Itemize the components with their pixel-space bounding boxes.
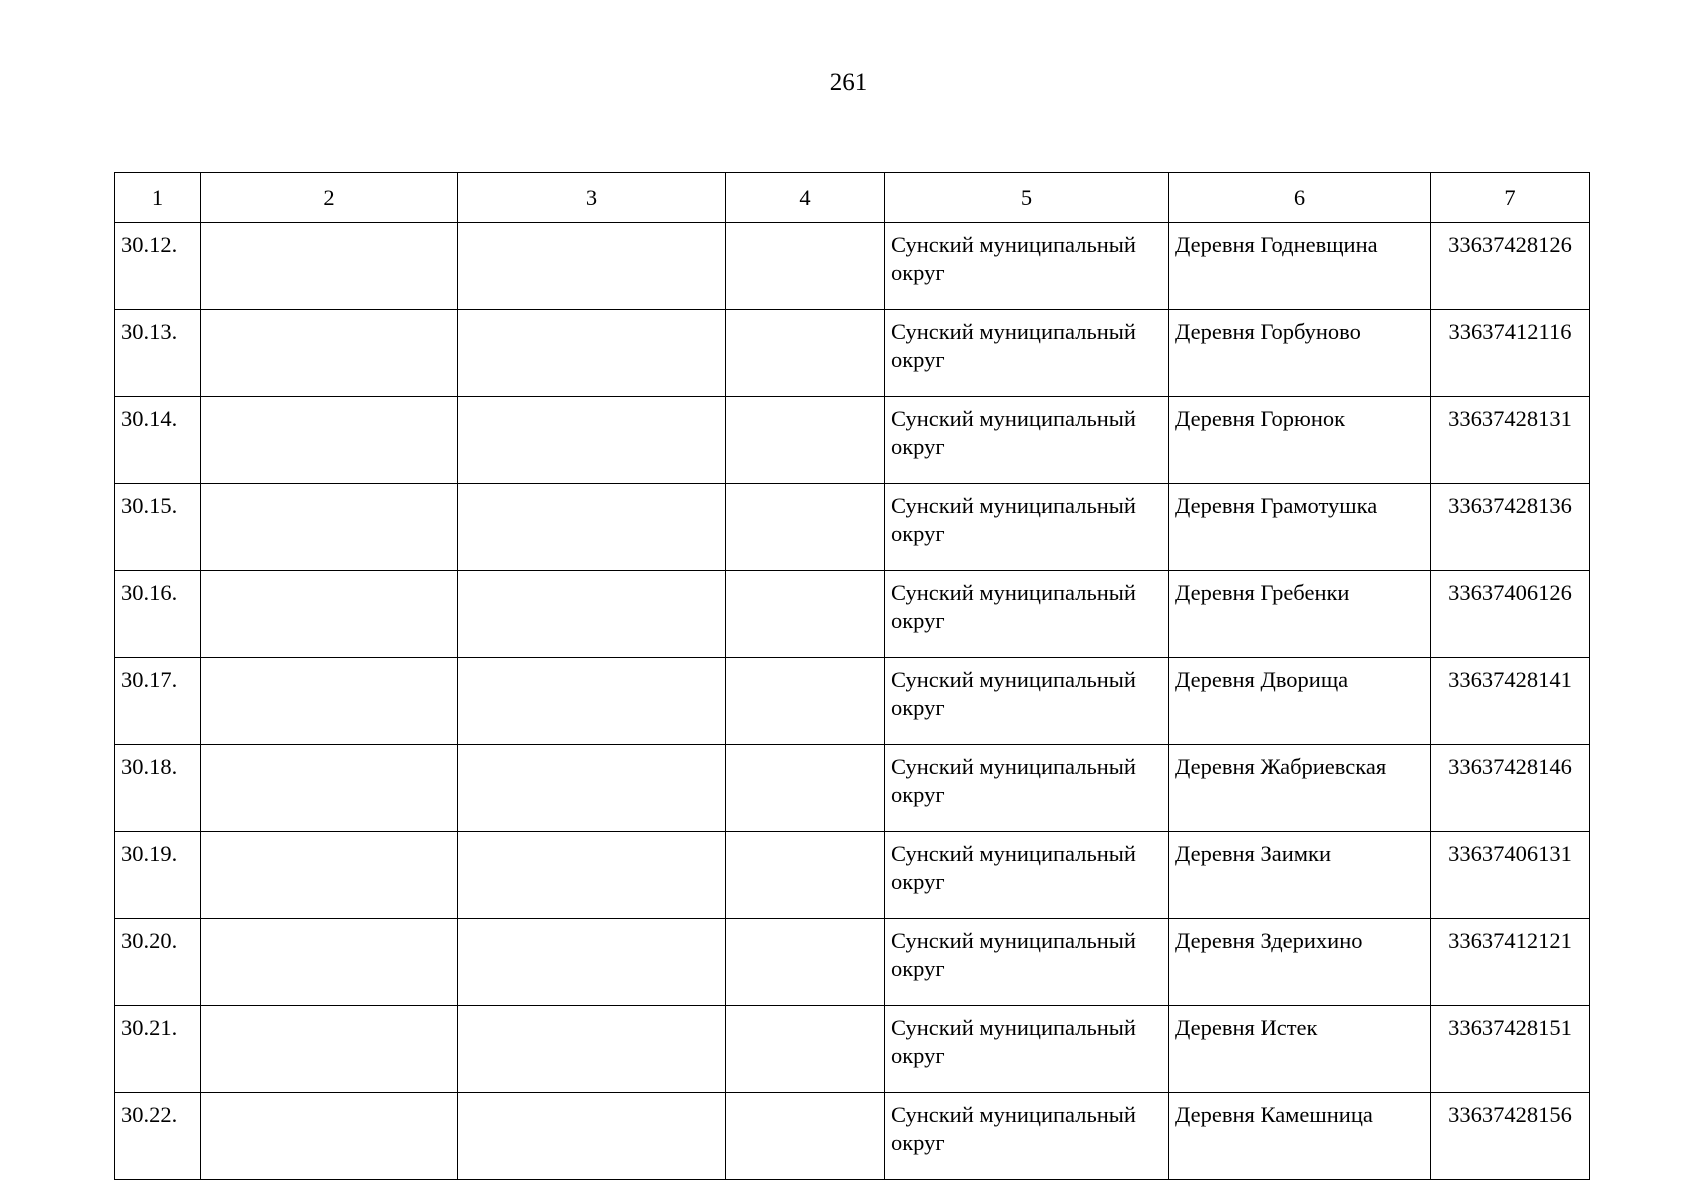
settlement-cell: Деревня Камешница xyxy=(1169,1093,1431,1180)
empty-cell xyxy=(458,484,726,571)
oktmo-code-cell: 33637428131 xyxy=(1431,397,1590,484)
district-cell: Сунский муниципальный округ xyxy=(885,919,1169,1006)
empty-cell xyxy=(726,1093,885,1180)
table-row xyxy=(115,571,1590,658)
row-number-cell: 30.14. xyxy=(115,397,201,484)
settlement-cell: Деревня Жабриевская xyxy=(1169,745,1431,832)
row-number-cell: 30.17. xyxy=(115,658,201,745)
empty-cell xyxy=(726,658,885,745)
settlement-cell: Деревня Гребенки xyxy=(1169,571,1431,658)
empty-cell xyxy=(201,1006,458,1093)
empty-cell xyxy=(726,223,885,310)
column-header: 4 xyxy=(726,173,885,223)
oktmo-code-cell: 33637412121 xyxy=(1431,919,1590,1006)
oktmo-code-cell: 33637428146 xyxy=(1431,745,1590,832)
document-table xyxy=(114,172,1590,1180)
empty-cell xyxy=(201,223,458,310)
district-cell: Сунский муниципальный округ xyxy=(885,571,1169,658)
oktmo-code-cell: 33637428156 xyxy=(1431,1093,1590,1180)
row-number-cell: 30.22. xyxy=(115,1093,201,1180)
settlement-cell: Деревня Дворища xyxy=(1169,658,1431,745)
empty-cell xyxy=(201,571,458,658)
table-row xyxy=(115,745,1590,832)
empty-cell xyxy=(201,745,458,832)
table-header-row xyxy=(115,173,1590,223)
empty-cell xyxy=(458,745,726,832)
district-cell: Сунский муниципальный округ xyxy=(885,658,1169,745)
empty-cell xyxy=(726,745,885,832)
empty-cell xyxy=(201,919,458,1006)
empty-cell xyxy=(726,832,885,919)
table-row xyxy=(115,919,1590,1006)
empty-cell xyxy=(458,1006,726,1093)
oktmo-code-cell: 33637406131 xyxy=(1431,832,1590,919)
empty-cell xyxy=(726,571,885,658)
oktmo-code-cell: 33637428126 xyxy=(1431,223,1590,310)
district-cell: Сунский муниципальный округ xyxy=(885,484,1169,571)
empty-cell xyxy=(201,397,458,484)
table-body xyxy=(115,223,1590,1180)
column-header: 3 xyxy=(458,173,726,223)
column-header: 5 xyxy=(885,173,1169,223)
table-row xyxy=(115,1093,1590,1180)
district-cell: Сунский муниципальный округ xyxy=(885,1006,1169,1093)
empty-cell xyxy=(726,1006,885,1093)
settlement-cell: Деревня Истек xyxy=(1169,1006,1431,1093)
column-header: 7 xyxy=(1431,173,1590,223)
empty-cell xyxy=(458,832,726,919)
empty-cell xyxy=(201,310,458,397)
row-number-cell: 30.20. xyxy=(115,919,201,1006)
table-row xyxy=(115,310,1590,397)
empty-cell xyxy=(458,571,726,658)
row-number-cell: 30.13. xyxy=(115,310,201,397)
row-number-cell: 30.18. xyxy=(115,745,201,832)
row-number-cell: 30.12. xyxy=(115,223,201,310)
table-row xyxy=(115,658,1590,745)
empty-cell xyxy=(458,1093,726,1180)
empty-cell xyxy=(726,919,885,1006)
district-cell: Сунский муниципальный округ xyxy=(885,1093,1169,1180)
settlement-cell: Деревня Горюнок xyxy=(1169,397,1431,484)
district-cell: Сунский муниципальный округ xyxy=(885,745,1169,832)
column-header: 1 xyxy=(115,173,201,223)
column-header: 6 xyxy=(1169,173,1431,223)
district-cell: Сунский муниципальный округ xyxy=(885,832,1169,919)
empty-cell xyxy=(726,484,885,571)
oktmo-code-cell: 33637428141 xyxy=(1431,658,1590,745)
table-row xyxy=(115,397,1590,484)
empty-cell xyxy=(458,919,726,1006)
column-header: 2 xyxy=(201,173,458,223)
table-row xyxy=(115,832,1590,919)
oktmo-code-cell: 33637428151 xyxy=(1431,1006,1590,1093)
row-number-cell: 30.21. xyxy=(115,1006,201,1093)
empty-cell xyxy=(726,310,885,397)
table-row xyxy=(115,1006,1590,1093)
empty-cell xyxy=(201,1093,458,1180)
district-cell: Сунский муниципальный округ xyxy=(885,223,1169,310)
empty-cell xyxy=(458,397,726,484)
settlement-cell: Деревня Годневщина xyxy=(1169,223,1431,310)
empty-cell xyxy=(726,397,885,484)
row-number-cell: 30.15. xyxy=(115,484,201,571)
empty-cell xyxy=(201,832,458,919)
empty-cell xyxy=(201,484,458,571)
settlement-cell: Деревня Заимки xyxy=(1169,832,1431,919)
empty-cell xyxy=(458,658,726,745)
oktmo-code-cell: 33637428136 xyxy=(1431,484,1590,571)
settlement-cell: Деревня Грамотушка xyxy=(1169,484,1431,571)
empty-cell xyxy=(458,223,726,310)
oktmo-code-cell: 33637412116 xyxy=(1431,310,1590,397)
district-cell: Сунский муниципальный округ xyxy=(885,310,1169,397)
row-number-cell: 30.16. xyxy=(115,571,201,658)
empty-cell xyxy=(201,658,458,745)
table-row xyxy=(115,484,1590,571)
settlement-cell: Деревня Здерихино xyxy=(1169,919,1431,1006)
page-number: 261 xyxy=(829,69,868,96)
district-cell: Сунский муниципальный округ xyxy=(885,397,1169,484)
oktmo-code-cell: 33637406126 xyxy=(1431,571,1590,658)
empty-cell xyxy=(458,310,726,397)
table-row xyxy=(115,223,1590,310)
settlement-cell: Деревня Горбуново xyxy=(1169,310,1431,397)
row-number-cell: 30.19. xyxy=(115,832,201,919)
